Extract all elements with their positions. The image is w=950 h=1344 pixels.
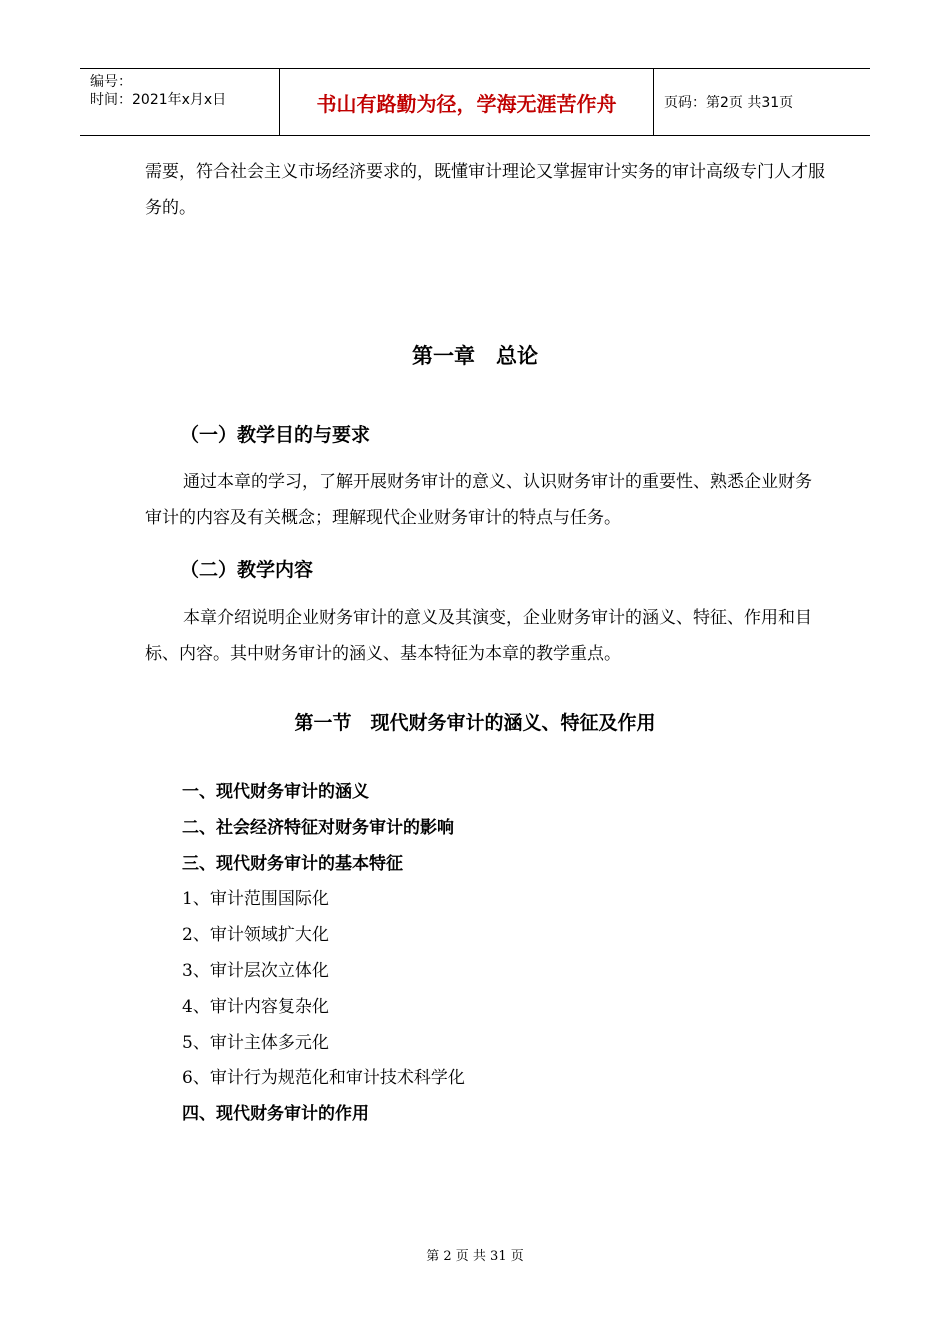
page-footer: 第 2 页 共 31 页 bbox=[426, 1249, 524, 1264]
content-heading: （二）教学内容 bbox=[180, 559, 314, 581]
outline-item: 一、现代财务审计的涵义 bbox=[182, 782, 369, 802]
outline-item: 三、现代财务审计的基本特征 bbox=[182, 853, 403, 874]
header-motto: 书山有路勤为径，学海无涯苦作舟 bbox=[280, 69, 654, 135]
section-title: 第一节 现代财务审计的涵义、特征及作用 bbox=[294, 712, 656, 734]
chapter-title: 第一章 总论 bbox=[412, 344, 538, 368]
header-page-info: 页码：第2页 共31页 bbox=[664, 95, 794, 111]
outline-item: 4、审计内容复杂化 bbox=[182, 996, 329, 1017]
header-meta bbox=[80, 69, 280, 135]
header-number-label: 编号： bbox=[90, 74, 132, 90]
objectives-heading: （一）教学目的与要求 bbox=[180, 424, 371, 446]
outline-list bbox=[182, 776, 842, 1134]
outline-item: 5、审计主体多元化 bbox=[182, 1032, 329, 1053]
outline-item: 3、审计层次立体化 bbox=[182, 960, 329, 981]
outline-item: 6、审计行为规范化和审计技术科学化 bbox=[182, 1068, 465, 1089]
content-text: 本章介绍说明企业财务审计的意义及其演变，企业财务审计的涵义、特征、作用和目标、内容。其中财务审计的涵义、基本特征为本章的教学重点。 bbox=[145, 608, 812, 664]
outline-item: 四、现代财务审计的作用 bbox=[182, 1104, 369, 1125]
intro-paragraph: 需要，符合社会主义市场经济要求的，既懂审计理论又掌握审计实务的审计高级专门人才服务的。 bbox=[145, 162, 825, 218]
outline-item: 1、审计范围国际化 bbox=[182, 889, 329, 910]
outline-item: 二、社会经济特征对财务审计的影响 bbox=[182, 817, 454, 838]
header-date-label: 时间：2021年x月x日 bbox=[90, 92, 227, 108]
outline-item: 2、审计领域扩大化 bbox=[182, 925, 329, 946]
page-header bbox=[80, 68, 870, 136]
objectives-text: 通过本章的学习，了解开展财务审计的意义、认识财务审计的重要性、熟悉企业财务审计的内容及有关概念；理解现代企业财务审计的特点与任务。 bbox=[145, 472, 812, 528]
